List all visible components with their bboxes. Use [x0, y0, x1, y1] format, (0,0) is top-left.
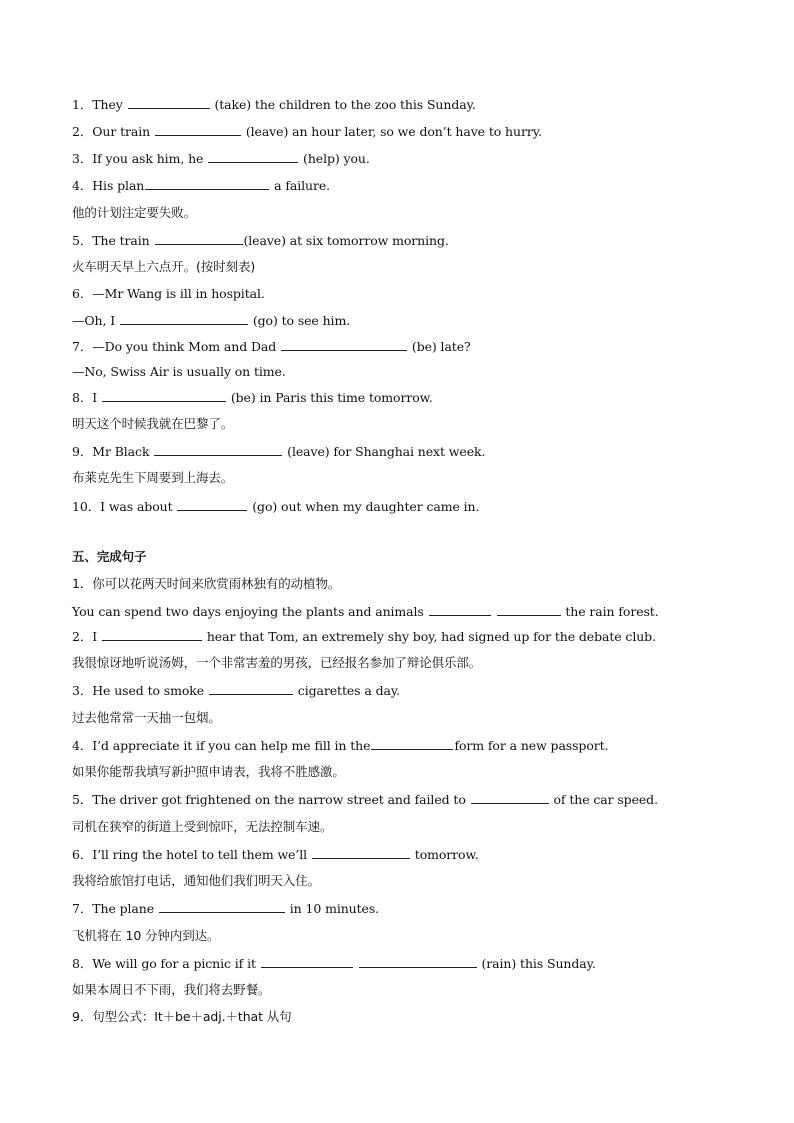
q5-3: 3．He used to smoke cigarettes a day.	[72, 683, 401, 698]
q4-6: 6．—Mr Wang is ill in hospital.	[72, 286, 265, 301]
q5-6: 6．I’ll ring the hotel to tell them we’ll tomorrow.	[72, 847, 479, 862]
q5-5: 5．The driver got frightened on the narrow street and failed to of the car speed.	[72, 792, 658, 807]
answer-blank[interactable]	[429, 603, 491, 616]
q5-4-translation: 如果你能帮我填写新护照申请表，我将不胜感激。	[72, 764, 345, 779]
q4-9: 9．Mr Black (leave) for Shanghai next week.	[72, 444, 486, 459]
q5-3-translation: 过去他常常一天抽一包烟。	[72, 710, 221, 725]
answer-blank[interactable]	[208, 150, 298, 163]
answer-blank[interactable]	[497, 603, 561, 616]
answer-blank[interactable]	[120, 312, 248, 325]
q4-4: 4．His plan a failure.	[72, 178, 331, 193]
q5-4: 4．I’d appreciate it if you can help me fill in the form for a new passport.	[72, 738, 609, 753]
q4-5-translation: 火车明天早上六点开。(按时刻表)	[72, 259, 256, 274]
q5-5-translation: 司机在狭窄的街道上受到惊吓，无法控制车速。	[72, 819, 333, 834]
q4-6-response: —Oh, I (go) to see him.	[72, 313, 351, 328]
q5-1: You can spend two days enjoying the plants and animals the rain forest.	[72, 604, 659, 619]
answer-blank[interactable]	[128, 96, 210, 109]
answer-blank[interactable]	[155, 232, 243, 245]
q4-2: 2．Our train (leave) an hour later, so we don’t have to hurry.	[72, 124, 542, 139]
q5-8-translation: 如果本周日不下雨，我们将去野餐。	[72, 982, 271, 997]
answer-blank[interactable]	[177, 498, 247, 511]
answer-blank[interactable]	[471, 791, 549, 804]
q5-6-translation: 我将给旅馆打电话，通知他们我们明天入住。	[72, 873, 321, 888]
q5-8: 8．We will go for a picnic if it (rain) this Sunday.	[72, 956, 596, 971]
answer-blank[interactable]	[281, 338, 407, 351]
q5-1-chinese: 1．你可以花两天时间来欣赏雨林独有的动植物。	[72, 576, 341, 591]
q5-7-translation: 飞机将在 10 分钟内到达。	[72, 928, 220, 943]
q4-3: 3．If you ask him, he (help) you.	[72, 151, 370, 166]
q4-8: 8．I (be) in Paris this time tomorrow.	[72, 390, 433, 405]
q4-4-translation: 他的计划注定要失败。	[72, 205, 197, 220]
q5-2: 2．I hear that Tom, an extremely shy boy, had signed up for the debate club.	[72, 629, 656, 644]
q4-10: 10．I was about (go) out when my daughter came in.	[72, 499, 480, 514]
answer-blank[interactable]	[371, 737, 453, 750]
section-5-title: 五、完成句子	[72, 549, 147, 564]
answer-blank[interactable]	[159, 900, 285, 913]
q4-5: 5．The train (leave) at six tomorrow morning.	[72, 233, 449, 248]
answer-blank[interactable]	[145, 177, 269, 190]
answer-blank[interactable]	[155, 123, 241, 136]
q4-7: 7．—Do you think Mom and Dad (be) late?	[72, 339, 471, 354]
q5-9-formula: 9．句型公式：It＋be＋adj.＋that 从句	[72, 1009, 292, 1024]
answer-blank[interactable]	[154, 443, 282, 456]
q5-2-translation: 我很惊讶地听说汤姆，一个非常害羞的男孩，已经报名参加了辩论俱乐部。	[72, 655, 482, 670]
q5-7: 7．The plane in 10 minutes.	[72, 901, 380, 916]
answer-blank[interactable]	[102, 389, 226, 402]
answer-blank[interactable]	[102, 628, 202, 641]
q4-7-response: —No, Swiss Air is usually on time.	[72, 364, 286, 379]
q4-8-translation: 明天这个时候我就在巴黎了。	[72, 416, 234, 431]
answer-blank[interactable]	[312, 846, 410, 859]
answer-blank[interactable]	[209, 682, 293, 695]
answer-blank[interactable]	[359, 955, 477, 968]
answer-blank[interactable]	[261, 955, 353, 968]
q4-9-translation: 布莱克先生下周要到上海去。	[72, 470, 234, 485]
q4-1: 1．They (take) the children to the zoo this Sunday.	[72, 97, 476, 112]
